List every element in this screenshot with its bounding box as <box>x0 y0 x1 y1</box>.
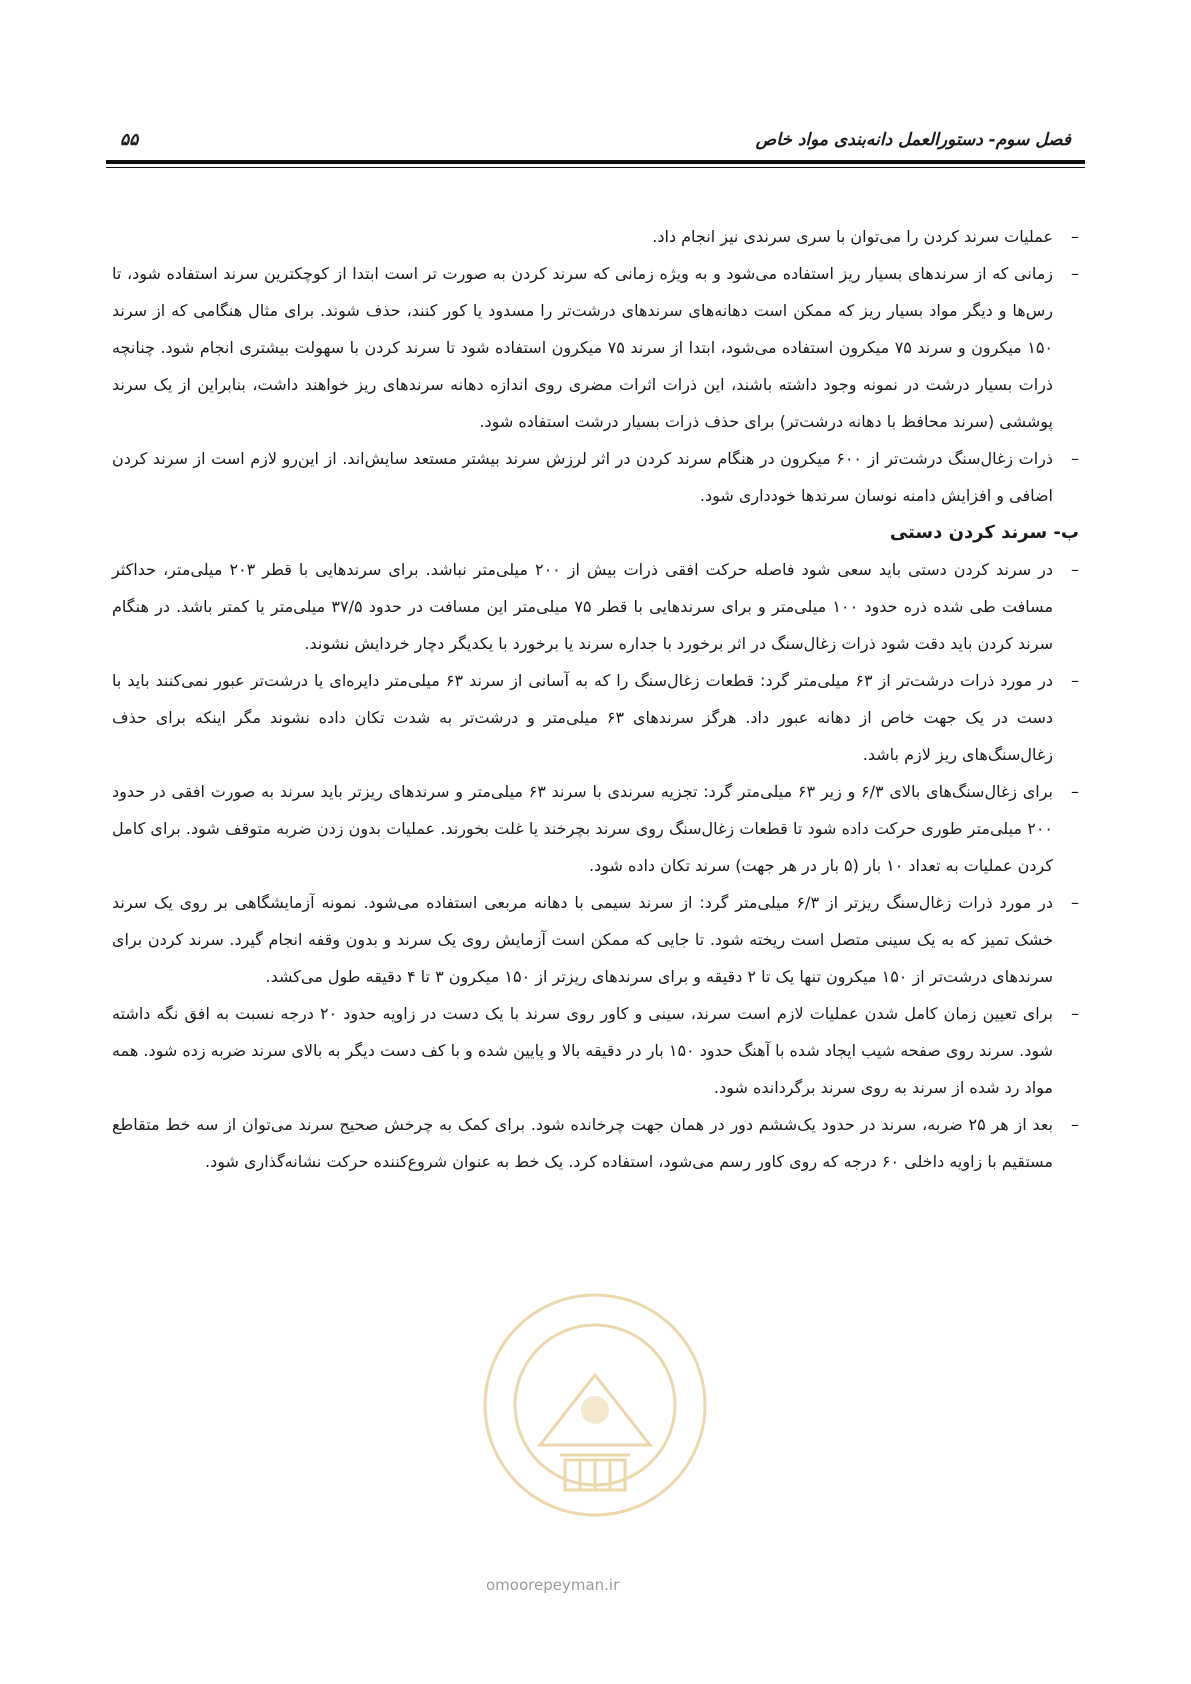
list-item-text: برای تعیین زمان کامل شدن عملیات لازم است سرند، سینی و کاور روی سرند با یک دست در زاویه حدود ۲۰ درجه نسبت به افق نگه داشته شود. سرند روی صفحه شیب ایجاد شده با آهنگ حدود ۱۵۰ بار در دقیقه بالا و پایین شده و با کف دست دیگر به بالای سرند ضربه زده شود. همه مواد رد شده از سرند به روی سرند برگردانده شود. <box>112 1004 1054 1097</box>
dash-marker: – <box>1071 449 1079 468</box>
list-item-text: برای زغال‌سنگ‌های بالای ۶/۳ و زیر ۶۳ میلی‌متر گرد: تجزیه سرندی با سرند ۶۳ میلی‌متر و سرندهای ریزتر باید سرند به صورت افقی در حدود ۲۰۰ میلی‌متر طوری حرکت داده شود تا قطعات زغال‌سنگ روی سرند بچرخند یا غلت بخورند. عملیات بدون زدن ضربه متوقف شود. برای کامل کردن عملیات به تعداد ۱۰ بار (۵ بار در هر جهت) سرند تکان داده شود. <box>112 782 1054 875</box>
list-item <box>112 995 1079 1106</box>
dash-marker: – <box>1071 782 1079 801</box>
list-item-text: زمانی که از سرندهای بسیار ریز استفاده می‌شود و به ویژه زمانی که سرند کردن به صورت تر است ابتدا از کوچکترین سرند استفاده شود، تا رس‌ها و دیگر مواد بسیار ریز که ممکن است دهانه‌های سرندهای درشت‌تر را مسدود یا کور کنند، حذف شوند. برای مثال هنگامی که از سرند ۱۵۰ میکرون و سرند ۷۵ میکرون استفاده می‌شود، ابتدا از سرند ۷۵ میکرون استفاده شود تا سرند کردن با سهولت بیشتری انجام شود. چنانچه ذرات بسیار درشت در نمونه وجود داشته باشند، این ذرات اثرات مضری روی اندازه دهانه سرندهای ریز خواهند داشت، بنابراین از یک سرند پوششی (سرند محافظ با دهانه درشت‌تر) برای حذف ذرات بسیار درشت استفاده شود. <box>112 264 1053 431</box>
dash-marker: – <box>1071 1115 1079 1134</box>
body-text <box>112 218 1079 1180</box>
watermark-seal-icon <box>470 1280 720 1530</box>
list-item-text: در مورد ذرات درشت‌تر از ۶۳ میلی‌متر گرد: قطعات زغال‌سنگ را که به آسانی از سرند ۶۳ میلی‌متر دایره‌ای یا درشت‌تر عبور نمی‌کنند باید با دست در یک جهت خاص از دهانه عبور داد. هرگز سرندهای ۶۳ میلی‌متر و درشت‌تر به شدت تکان داده نشوند مگر اینکه برای حذف زغال‌سنگ‌های ریز لازم باشد. <box>112 671 1053 764</box>
dash-marker: – <box>1071 264 1079 283</box>
list-item-text: ذرات زغال‌سنگ درشت‌تر از ۶۰۰ میکرون در هنگام سرند کردن در اثر لرزش سرند بیشتر مستعد سایش‌اند. از این‌رو لازم است از سرند کردن اضافی و افزایش دامنه نوسان سرندها خودداری شود. <box>112 449 1053 505</box>
dash-marker: – <box>1071 893 1079 912</box>
watermark-site: omoorepeyman.ir <box>486 1576 620 1594</box>
header-rule-thin <box>106 167 1085 168</box>
chapter-title: فصل سوم- دستورالعمل دانه‌بندی مواد خاص <box>755 130 1071 150</box>
header-rule-thick <box>106 160 1085 164</box>
list-item <box>112 255 1079 440</box>
list-item-text: بعد از هر ۲۵ ضربه، سرند در حدود یک‌ششم دور در همان جهت چرخانده شود. برای کمک به چرخش صحیح سرند می‌توان از سه خط متقاطع مستقیم با زاویه داخلی ۶۰ درجه که روی کاور رسم می‌شود، استفاده کرد. یک خط به عنوان شروع‌کننده حرکت نشانه‌گذاری شود. <box>112 1115 1054 1171</box>
list-item <box>112 218 1079 255</box>
dash-marker: – <box>1071 1004 1079 1023</box>
list-item-text: در مورد ذرات زغال‌سنگ ریزتر از ۶/۳ میلی‌متر گرد: از سرند سیمی با دهانه مربعی استفاده می‌شود. نمونه آزمایشگاهی بر روی یک سرند خشک تمیز که به یک سینی متصل است ریخته شود. تا جایی که ممکن است آزمایش روی یک سرند و بدون وقفه انجام گیرد. سرند کردن برای سرندهای درشت‌تر از ۱۵۰ میکرون تنها یک تا ۲ دقیقه و برای سرندهای ریزتر از ۱۵۰ میکرون ۳ تا ۴ دقیقه طول می‌کشد. <box>112 893 1053 986</box>
page-number: ۵۵ <box>120 130 139 150</box>
dash-marker: – <box>1071 560 1079 579</box>
list-item <box>112 551 1079 662</box>
list-item-text: در سرند کردن دستی باید سعی شود فاصله حرکت افقی ذرات بیش از ۲۰۰ میلی‌متر نباشد. برای سرندهایی با قطر ۲۰۳ میلی‌متر، حداکثر مسافت طی شده ذره حدود ۱۰۰ میلی‌متر و برای سرندهایی با قطر ۷۵ میلی‌متر این مسافت در حدود ۳۷/۵ میلی‌متر یا کمتر باشد. در هنگام سرند کردن باید دقت شود ذرات زغال‌سنگ در اثر برخورد با جداره سرند یا برخورد با یکدیگر دچار خردایش نشوند. <box>112 560 1054 653</box>
list-item <box>112 440 1079 514</box>
list-item <box>112 662 1079 773</box>
list-item <box>112 773 1079 884</box>
list-item <box>112 1106 1079 1180</box>
dash-marker: – <box>1071 227 1079 246</box>
dash-marker: – <box>1071 671 1079 690</box>
section-heading: ب- سرند کردن دستی <box>889 522 1079 543</box>
list-item <box>112 884 1079 995</box>
list-item-text: عملیات سرند کردن را می‌توان با سری سرندی نیز انجام داد. <box>652 227 1053 246</box>
